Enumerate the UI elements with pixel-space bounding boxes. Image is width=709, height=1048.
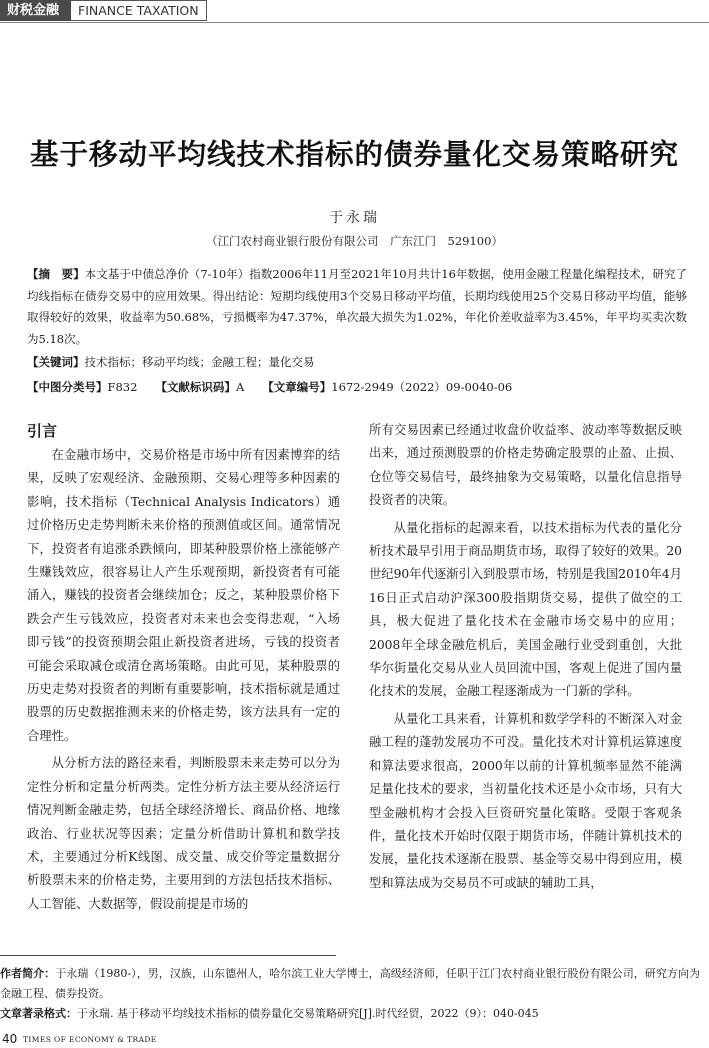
keywords-text: 技术指标；移动平均线；金融工程；量化交易 xyxy=(84,355,315,369)
citation-label: 文章著录格式： xyxy=(0,1007,77,1020)
article-number-value: 1672-2949（2022）09-0040-06 xyxy=(331,380,513,394)
body-paragraph: 在金融市场中，交易价格是市场中所有因素博弈的结果，反映了宏观经济、金融预期、交易心理等多种因素的影响，技术指标（Technical Analysis Indicators）通过价格历史走势判断未来价格的预测值或区间。通常情况下，投资者有追涨杀跌倾向，即某种股票价格上涨能够产生赚钱效应，很容易让人产生乐观预期，新投资者有可能涌入，赚钱的投资者会继续加仓；反之，某种股票价格下跌会产生亏钱效应，投资者对未来也会变得悲观，“入场即亏钱”的投资预期会阻止新投资者进场，亏钱的投资者可能会采取减仓或清仓离场策略。由此可见，某种股票的历史走势对投资者的判断有重要影响，技术指标就是通过股票的历史数据推测未来的价格走势，该方法具有一定的合理性。 xyxy=(27,448,340,743)
abstract-text: 本文基于中债总净价（7-10年）指数2006年11月至2021年10月共计16年数据，使用金融工程量化编程技术，研究了均线指标在债券交易中的应用效果。得出结论：短期均线使用3个交易日移动平均值，长期均线使用25个交易日移动平均值，能够取得较好的效果，收益率为50.68%，亏损概率为47.37%，单次最大损失为1.02%，年化价差收益率为3.45%，年平均买卖次数为5.18次。 xyxy=(27,267,688,346)
classification-line xyxy=(27,377,697,397)
doc-code-label: 【文献标识码】 xyxy=(155,380,236,394)
article-title: 基于移动平均线技术指标的债券量化交易策略研究 xyxy=(29,138,679,171)
clc-value: F832 xyxy=(107,380,138,394)
citation-text: 于永瑞. 基于移动平均线技术指标的债券量化交易策略研究[J].时代经贸，2022（9）：040-045 xyxy=(77,1007,539,1020)
citation xyxy=(0,1004,700,1024)
article-number-label: 【文章编号】 xyxy=(262,380,332,394)
doc-code-value: A xyxy=(235,380,245,394)
section-label-en: FINANCE TAXATION xyxy=(71,0,207,21)
body-paragraph: 从量化工具来看，计算机和数学学科的不断深入对金融工程的蓬勃发展功不可没。量化技术对计算机运算速度和算法要求很高，2000年以前的计算机频率显然不能满足量化技术的要求，当初量化技术还是小众市场，只有大型金融机构才会投入巨资研究量化策略。受限于客观条件，量化技术开始时仅限于期货市场，伴随计算机技术的发展，量化技术逐渐在股票、基金等交易中得到应用，模型和算法成为交易员不可或缺的辅助工具， xyxy=(369,711,682,890)
footnote-rule xyxy=(0,955,336,956)
author-bio-label: 作者简介： xyxy=(0,967,56,980)
page-number: 40 xyxy=(2,1032,18,1046)
author-bio xyxy=(0,964,700,1004)
section-heading-intro: 引言 xyxy=(27,422,58,440)
author-bio-text: 于永瑞（1980-），男，汉族，山东德州人，哈尔滨工业大学博士，高级经济师，任职于江门农村商业银行股份有限公司，研究方向为金融工程、债券投资。 xyxy=(0,967,700,1000)
header-rule xyxy=(0,22,709,23)
journal-name: TIMES OF ECONOMY & TRADE xyxy=(23,1035,157,1044)
keywords xyxy=(27,352,687,372)
body-paragraph: 从量化指标的起源来看，以技术指标为代表的量化分析技术最早引用于商品期货市场，取得了较好的效果。20世纪90年代逐渐引入到股票市场，特别是我国2010年4月16日正式启动沪深300股指期货交易，提供了做空的工具，极大促进了量化技术在金融市场交易中的应用；2008年全球金融危机后，美国金融行业受到重创，大批华尔街量化交易从业人员回流中国，客观上促进了国内量化技术的发展，金融工程逐渐成为一门新的学科。 xyxy=(369,520,683,699)
article-author: 于永瑞 xyxy=(329,210,380,226)
abstract-label: 【摘 要】 xyxy=(27,267,85,281)
body-column-left xyxy=(27,444,340,916)
body-paragraph: 从分析方法的路径来看，判断股票未来走势可以分为定性分析和定量分析两类。定性分析方法主要从经济运行情况判断金融走势，包括全球经济增长、商品价格、地缘政治、行业状况等因素；定量分析借助计算机和数学技术，主要通过分析K线图、成交量、成交价等定量数据分析股票未来的价格走势，主要用到的方法包括技术指标、人工智能、大数据等，假设前提是市场的 xyxy=(27,756,340,911)
body-column-right xyxy=(369,419,682,895)
body-paragraph: 所有交易因素已经通过收盘价收益率、波动率等数据反映出来，通过预测股票的价格走势确定股票的止盈、止损、仓位等交易信号，最终抽象为交易策略，以量化信息指导投资者的决策。 xyxy=(369,423,682,508)
section-header xyxy=(0,0,207,21)
clc-label: 【中图分类号】 xyxy=(27,380,108,394)
abstract xyxy=(27,264,687,350)
keywords-label: 【关键词】 xyxy=(27,355,85,369)
article-affiliation: （江门农村商业银行股份有限公司 广东江门 529100） xyxy=(206,234,503,248)
footnotes xyxy=(0,964,700,1024)
section-label-cn: 财税金融 xyxy=(0,0,71,21)
